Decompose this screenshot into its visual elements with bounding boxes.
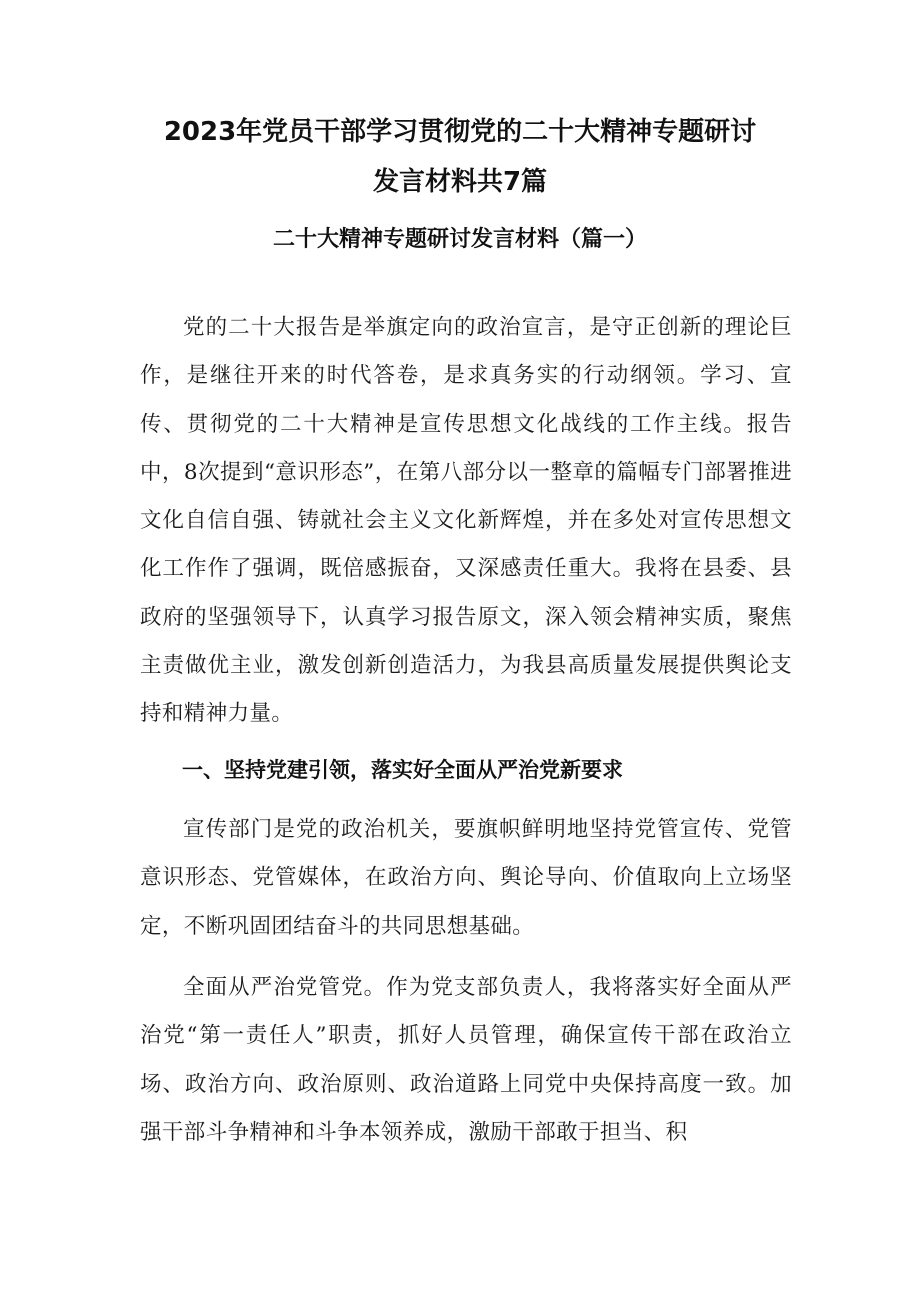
paragraph-propaganda-department: 宣传部门是党的政治机关，要旗帜鲜明地坚持党管宣传、党管意识形态、党管媒体，在政治方向、舆论导向、价值取向上立场坚定，不断巩固团结奋斗的共同思想基础。 [140,817,792,939]
document-title-line2: 发言材料共7篇 [372,167,548,197]
document-title-line1: 2023年党员干部学习贯彻党的二十大精神专题研讨 [163,117,757,147]
paragraph-party-discipline: 全面从严治党管党。作为党支部负责人，我将落实好全面从严治党“第一责任人”职责，抓好人员管理，确保宣传干部在政治立场、政治方向、政治原则、政治道路上同党中央保持高度一致。加强干部斗争精神和斗争本领养成，激励干部敢于担当、积 [140,975,792,1145]
section-title: 二十大精神专题研讨发言材料（篇一） [272,227,647,252]
heading-one: 一、坚持党建引领，落实好全面从严治党新要求 [182,758,623,782]
paragraph-intro: 党的二十大报告是举旗定向的政治宣言，是守正创新的理论巨作，是继往开来的时代答卷，是求真务实的行动纲领。学习、宣传、贯彻党的二十大精神是宣传思想文化战线的工作主线。报告中，8次提到“意识形态”，在第八部分以一整章的篇幅专门部署推进文化自信自强、铸就社会主义文化新辉煌，并在多处对宣传思想文化工作作了强调，既倍感振奋，又深感责任重大。我将在县委、县政府的坚强领导下，认真学习报告原文，深入领会精神实质，聚焦主责做优主业，激发创新创造活力，为我县高质量发展提供舆论支持和精神力量。 [140,315,792,727]
